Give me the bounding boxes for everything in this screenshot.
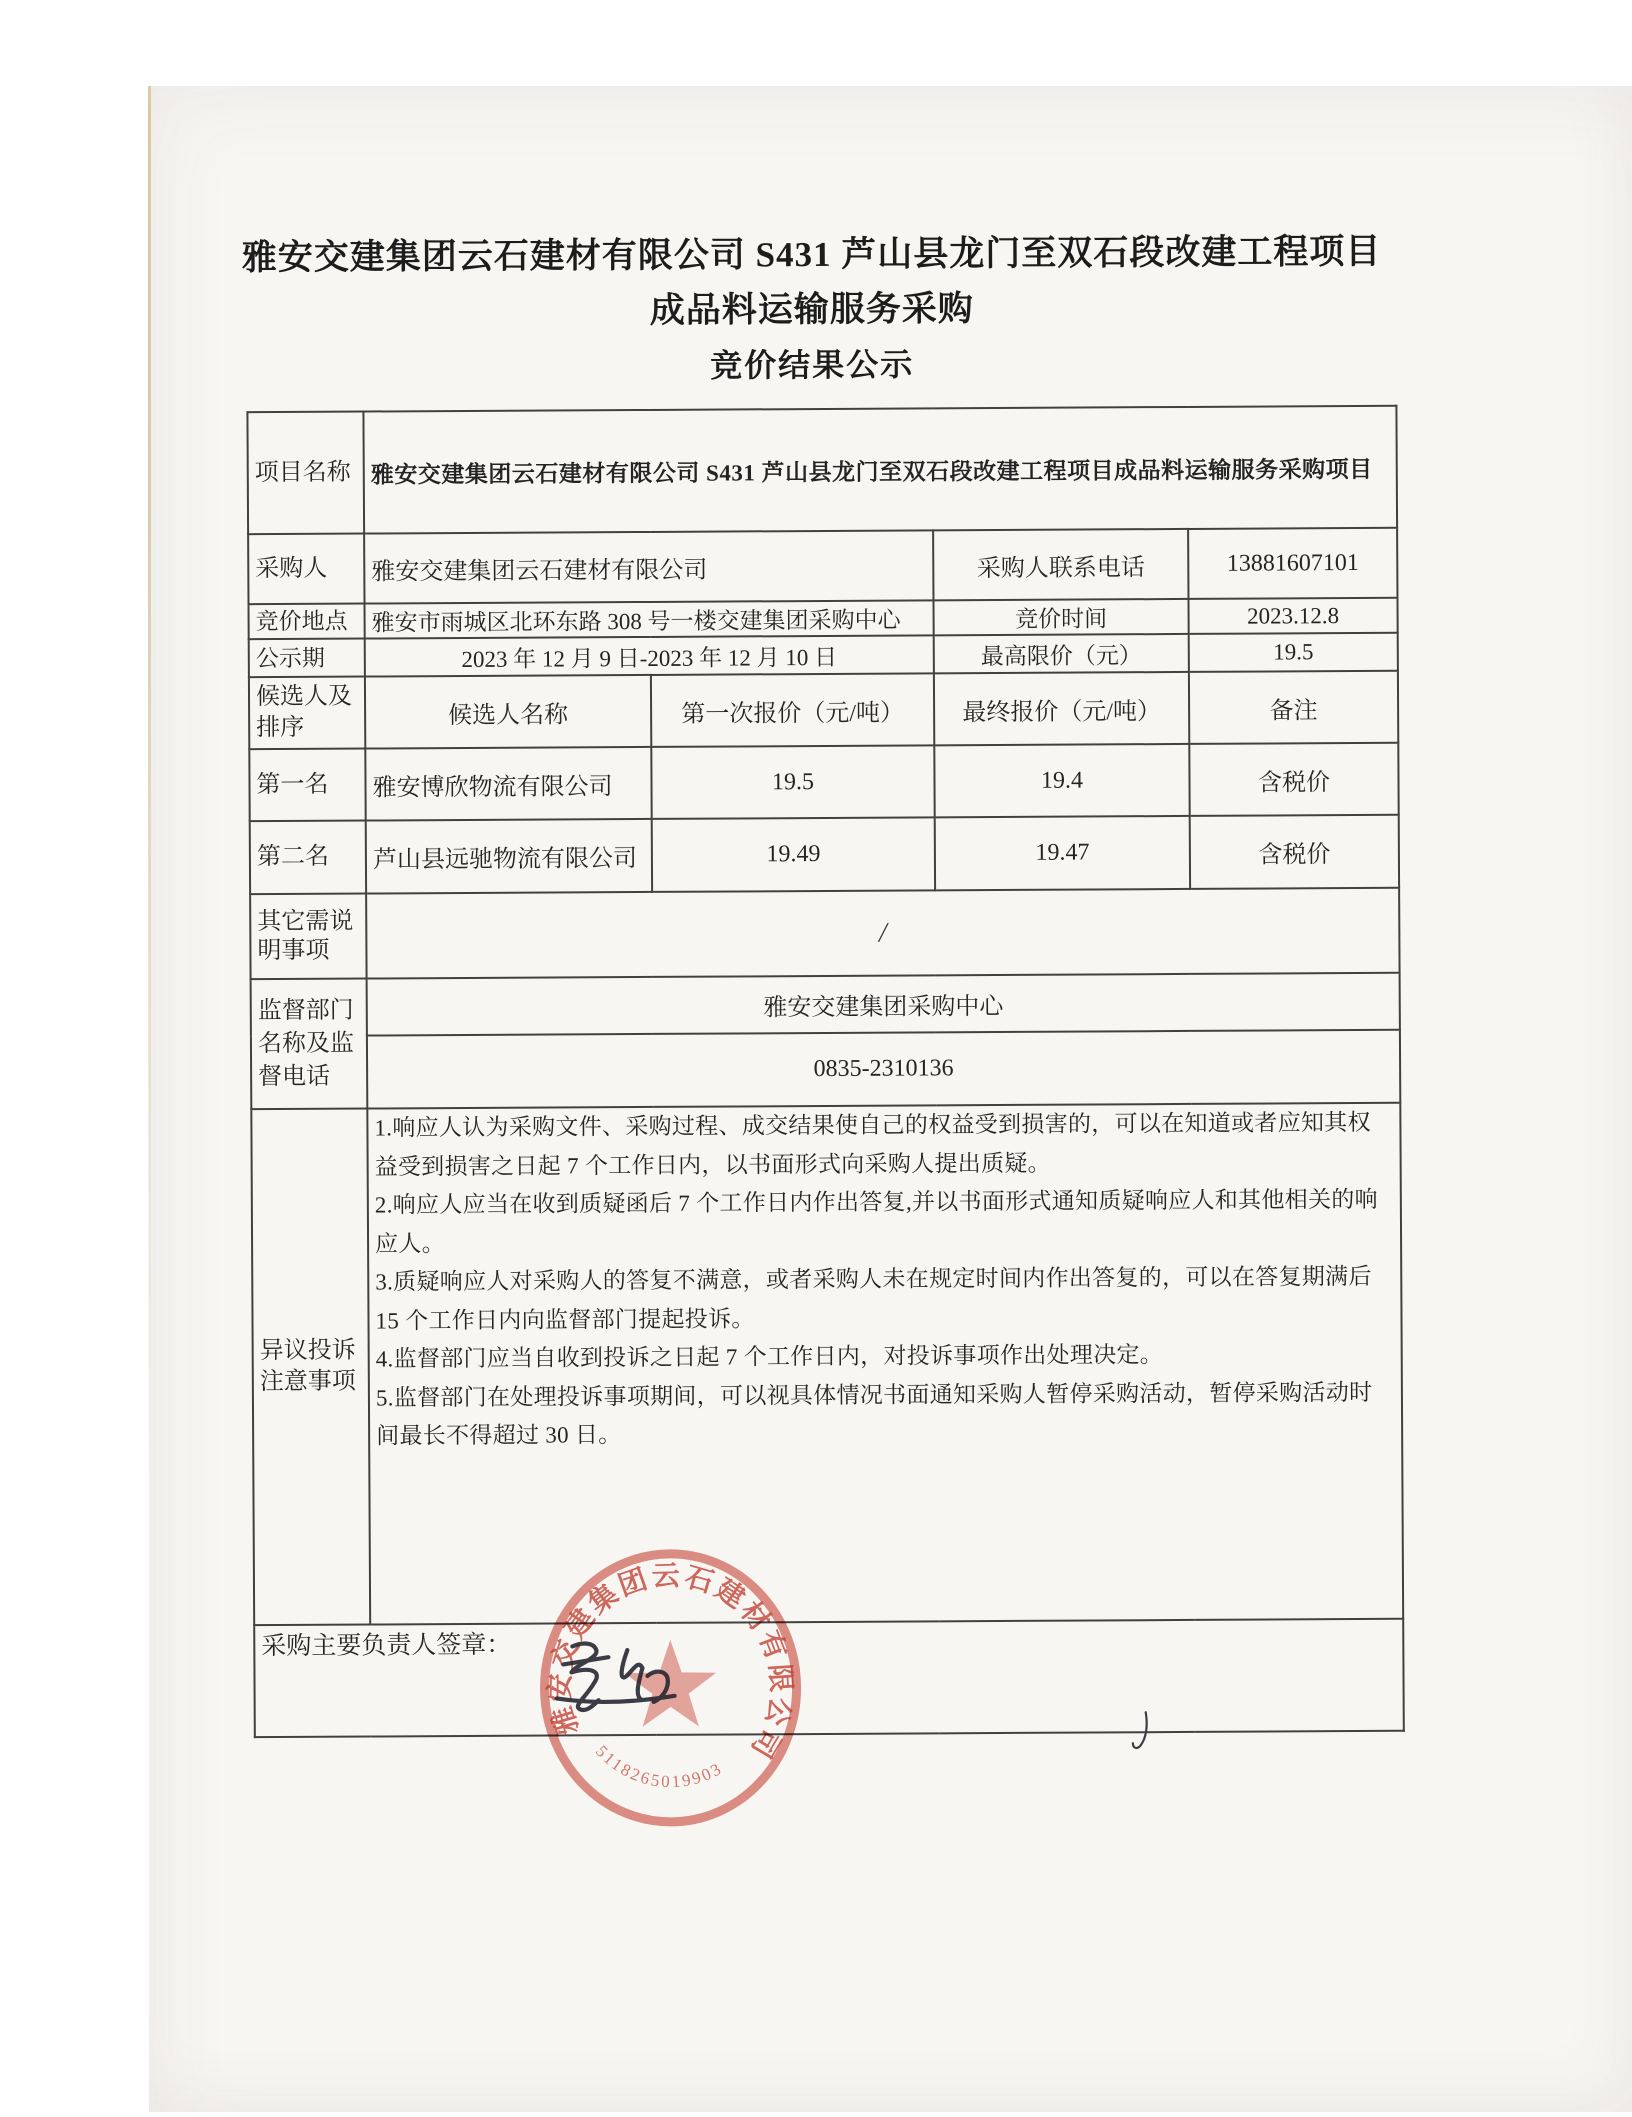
objection-item-5: 5.监督部门在处理投诉事项期间，可以视具体情况书面通知采购人暂停采购活动，暂停采购活动时间最长不得超过 30 日。 [375,1379,1373,1449]
table-row [247,406,1397,534]
objection-item-3: 3.质疑响应人对采购人的答复不满意，或者采购人未在规定时间内作出答复的，可以在答复期满后 15 个工作日内向监督部门提起投诉。 [375,1263,1372,1333]
candidates-rank-header: 候选人及排序 [249,677,365,750]
candidate-remark: 含税价 [1190,815,1399,889]
supervision-row-1 [251,973,1400,1036]
supervision-row-2 [251,1030,1400,1109]
publicity-period-value: 2023 年 12 月 9 日-2023 年 12 月 10 日 [365,635,934,676]
other-notes-row [250,888,1400,979]
document-subtitle: 竞价结果公示 [710,346,915,384]
bidding-place-value: 雅安市雨城区北环东路 308 号一楼交建集团采购中心 [364,600,933,638]
candidate-final-offer: 19.47 [935,816,1190,890]
candidates-final-offer-header: 最终报价（元/吨） [934,672,1189,745]
candidates-first-offer-header: 第一次报价（元/吨） [651,673,934,747]
document-title-line2: 成品料运输服务采购 [649,289,974,330]
candidate-name: 芦山县远驰物流有限公司 [366,819,652,894]
candidate-row-1 [249,743,1398,821]
project-name-value: 雅安交建集团云石建材有限公司 S431 芦山县龙门至双石段改建工程项目成品料运输服务采购项目 [363,406,1397,534]
objection-content [367,1103,1403,1625]
supervision-department: 雅安交建集团采购中心 [367,973,1400,1036]
max-price-value: 19.5 [1189,633,1398,672]
table-row [249,633,1398,677]
candidate-rank: 第二名 [250,821,366,895]
seal-serial-text: 5118265019903 [591,1741,727,1792]
signature-row [254,1619,1404,1737]
purchaser-label: 采购人 [248,534,364,605]
other-notes-label: 其它需说明事项 [250,894,366,980]
purchaser-phone-label: 采购人联系电话 [933,529,1188,600]
objection-item-1: 1.响应人认为采购文件、采购过程、成交结果使自己的权益受到损害的，可以在知道或者应知其权益受到损害之日起 7 个工作日内，以书面形式向采购人提出质疑。 [374,1109,1371,1179]
candidates-name-header: 候选人名称 [365,675,651,749]
result-table [246,405,1404,1738]
table-row [248,528,1397,604]
candidate-first-offer: 19.5 [651,745,934,819]
candidate-first-offer: 19.49 [652,817,935,892]
objection-label: 异议投诉注意事项 [251,1109,370,1626]
candidate-row-2 [250,815,1399,894]
publicity-period-label: 公示期 [249,639,365,678]
bidding-time-value: 2023.12.8 [1188,598,1397,634]
candidate-final-offer: 19.4 [934,744,1189,817]
purchaser-value: 雅安交建集团云石建材有限公司 [364,530,933,603]
max-price-label: 最高限价（元） [934,634,1189,673]
purchaser-phone-value: 13881607101 [1188,528,1397,599]
bidding-time-label: 竞价时间 [933,599,1188,635]
document-title-line1: 雅安交建集团云石建材有限公司 S431 芦山县龙门至双石段改建工程项目 [241,231,1382,278]
other-notes-value: / [366,888,1400,979]
supervision-phone: 0835-2310136 [367,1030,1400,1109]
seal-company-text: 雅安交建集团云石建材有限公司 [545,1560,797,1766]
objection-item-4: 4.监督部门应当自收到投诉之日起 7 个工作日内，对投诉事项作出处理决定。 [375,1342,1164,1372]
candidates-remark-header: 备注 [1189,671,1398,744]
objection-item-2: 2.响应人应当在收到质疑函后 7 个工作日内作出答复,并以书面形式通知质疑响应人和其他相关的响应人。 [374,1186,1379,1256]
candidate-remark: 含税价 [1189,743,1398,816]
supervision-label: 监督部门名称及监督电话 [251,979,368,1110]
candidate-name: 雅安博欣物流有限公司 [365,747,651,821]
candidate-rank: 第一名 [249,749,365,822]
signature-label: 采购主要负责人签章： [254,1619,1404,1737]
project-name-label: 项目名称 [247,412,364,535]
candidates-header-row [249,671,1398,749]
document-title-block [0,222,1628,395]
bidding-place-label: 竞价地点 [249,604,365,640]
objection-row [251,1103,1403,1625]
